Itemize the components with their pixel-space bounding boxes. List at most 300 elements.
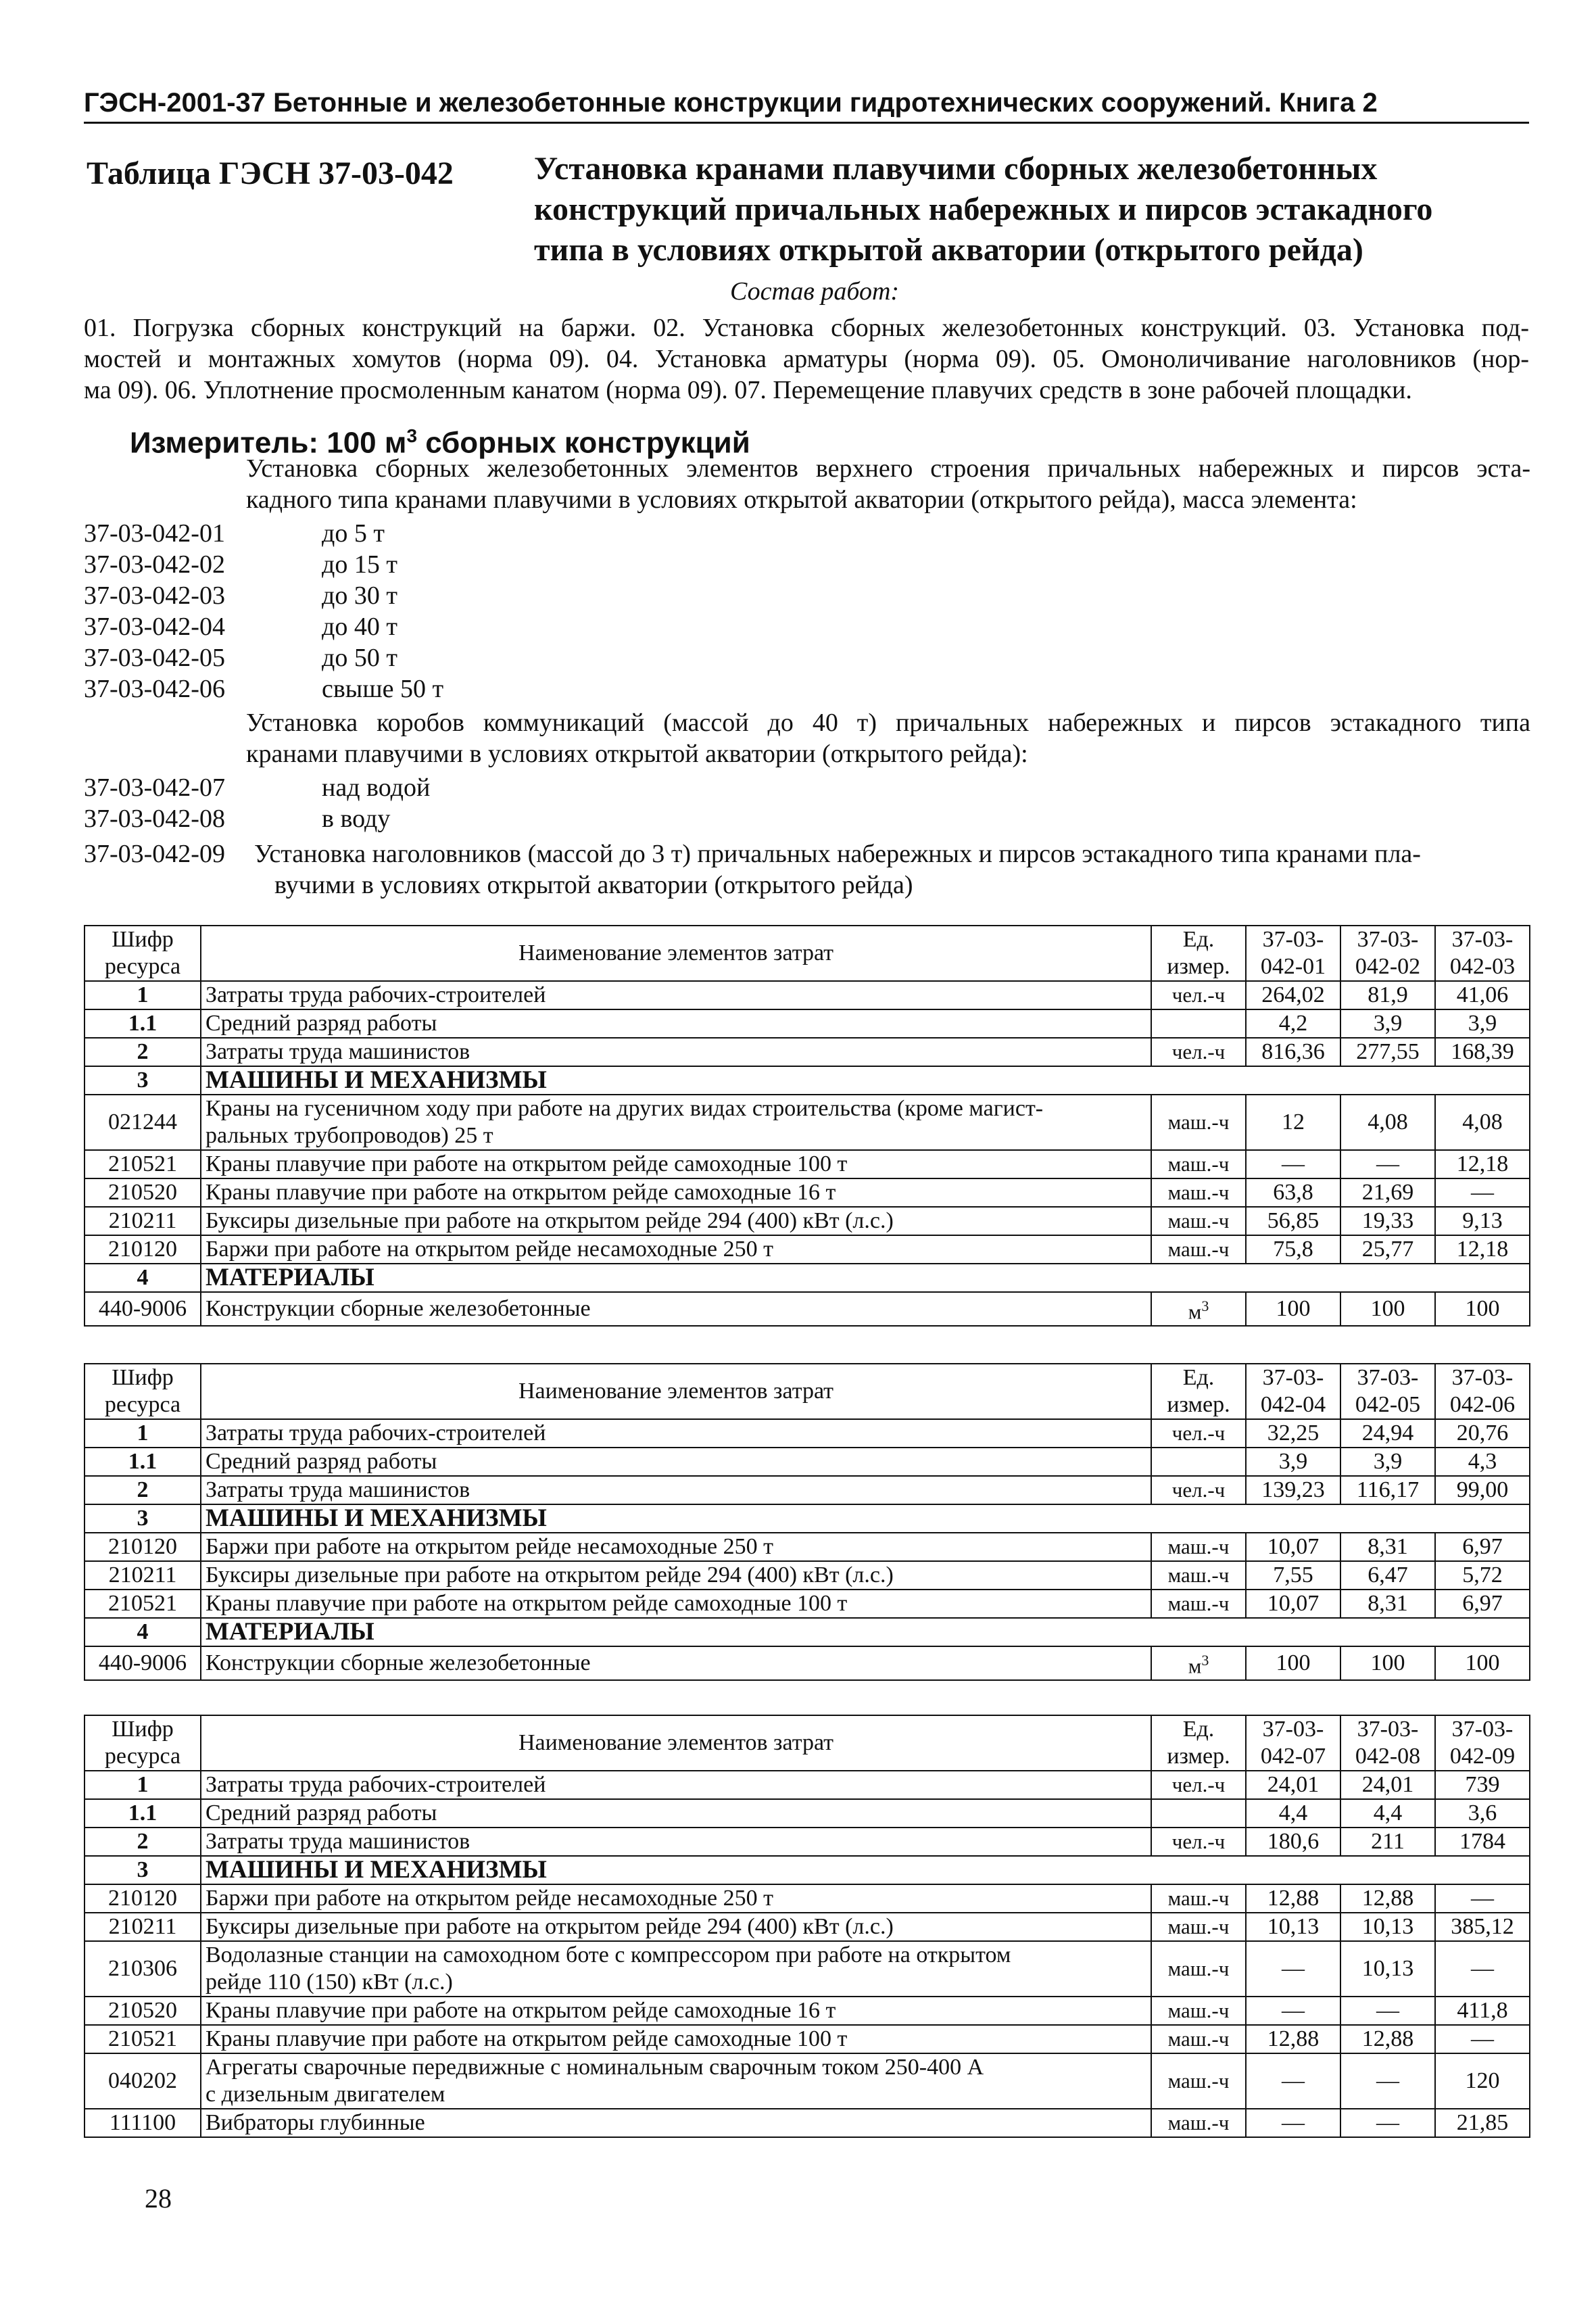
resource-name-line: Затраты труда рабочих-строителей	[205, 1421, 546, 1446]
resource-code: 4	[84, 1264, 201, 1292]
header-unit	[1151, 1364, 1246, 1419]
header-norm-suffix: 042-07	[1260, 1744, 1326, 1769]
resource-name	[201, 1799, 1151, 1828]
table-row	[84, 1235, 1530, 1264]
resource-name-line: Буксиры дизельные при работе на открытом рейде 294 (400) кВт (л.с.)	[205, 1208, 894, 1233]
resource-name	[201, 1590, 1151, 1618]
unit-text: маш.-ч	[1167, 1237, 1230, 1261]
header-norm-prefix: 37-03-	[1451, 927, 1514, 952]
resource-value: 100	[1340, 1646, 1435, 1680]
resource-name	[201, 1561, 1151, 1590]
resource-name-line: Затраты труда машинистов	[205, 1039, 470, 1064]
resource-name	[201, 1095, 1151, 1150]
resource-value: —	[1246, 2053, 1340, 2109]
header-norm-column	[1246, 1364, 1340, 1419]
unit-text: маш.-ч	[1167, 1209, 1230, 1233]
title-line: Установка кранами плавучими сборных железобетонных	[534, 151, 1378, 187]
table-row	[84, 1009, 1530, 1038]
resource-name-line: с дизельным двигателем	[205, 2082, 445, 2107]
section-title: МАТЕРИАЛЫ	[201, 1618, 1530, 1646]
norm-text: в воду	[322, 805, 391, 833]
header-norm-column	[1435, 926, 1530, 981]
resource-name-line: Агрегаты сварочные передвижные с номинальным сварочным током 250-400 А	[205, 2055, 984, 2080]
resource-name	[201, 1913, 1151, 1941]
resource-code: 040202	[84, 2053, 201, 2109]
resource-name	[201, 2053, 1151, 2109]
header-code-l2: ресурса	[104, 1744, 181, 1769]
resource-value: 21,69	[1340, 1178, 1435, 1207]
resource-value: 168,39	[1435, 1038, 1530, 1066]
resource-unit	[1151, 1038, 1246, 1066]
resource-value: —	[1435, 1178, 1530, 1207]
resource-value: —	[1246, 1941, 1340, 1997]
table-header-row	[84, 926, 1530, 981]
resource-name	[201, 1009, 1151, 1038]
resource-name	[201, 1419, 1151, 1448]
resource-value: 3,9	[1435, 1009, 1530, 1038]
resource-name-line: Краны плавучие при работе на открытом рейде самоходные 16 т	[205, 1998, 836, 2023]
header-norm-column	[1340, 1715, 1435, 1771]
resource-value: 139,23	[1246, 1476, 1340, 1504]
resource-name-line: Краны плавучие при работе на открытом рейде самоходные 16 т	[205, 1180, 836, 1205]
resource-value: 19,33	[1340, 1207, 1435, 1235]
header-unit-l1: Ед.	[1182, 1717, 1215, 1742]
resource-name	[201, 1771, 1151, 1799]
intro-line: кранами плавучими в условиях открытой акватории (открытого рейда):	[246, 740, 1028, 768]
norm-text: вучими в условиях открытой акватории (открытого рейда)	[274, 871, 913, 899]
resource-table	[84, 1363, 1530, 1681]
norm-code: 37-03-042-08	[84, 805, 225, 833]
unit-text: маш.-ч	[1167, 2069, 1230, 2093]
header-norm-column	[1340, 1364, 1435, 1419]
header-name: Наименование элементов затрат	[201, 1364, 1151, 1419]
header-code-l1: Шифр	[112, 1365, 174, 1390]
section-row	[84, 1618, 1530, 1646]
resource-name-line: Конструкции сборные железобетонные	[205, 1650, 591, 1676]
norm-code: 37-03-042-09	[84, 840, 225, 868]
unit-text: чел.-ч	[1171, 1773, 1226, 1796]
resource-value: —	[1340, 1150, 1435, 1178]
unit-text: чел.-ч	[1171, 1830, 1226, 1853]
resource-code: 1.1	[84, 1799, 201, 1828]
resource-value: 5,72	[1435, 1561, 1530, 1590]
resource-unit	[1151, 2109, 1246, 2137]
resource-value: 9,13	[1435, 1207, 1530, 1235]
resource-name-line: ральных трубопроводов) 25 т	[205, 1123, 493, 1148]
resource-name	[201, 1207, 1151, 1235]
resource-name-line: Водолазные станции на самоходном боте с компрессором при работе на открытом	[205, 1942, 1011, 1967]
norm-code: 37-03-042-06	[84, 675, 225, 703]
header-norm-prefix: 37-03-	[1451, 1365, 1514, 1390]
resource-code: 1	[84, 1419, 201, 1448]
resource-unit	[1151, 1009, 1246, 1038]
unit-text: маш.-ч	[1167, 1957, 1230, 1980]
resource-unit	[1151, 1095, 1246, 1150]
resource-unit	[1151, 1448, 1246, 1476]
resource-code: 210521	[84, 1590, 201, 1618]
header-code-l2: ресурса	[104, 954, 181, 979]
header-norm-column	[1246, 1715, 1340, 1771]
resource-value: 4,08	[1340, 1095, 1435, 1150]
resource-name	[201, 1178, 1151, 1207]
table-row	[84, 981, 1530, 1009]
resource-value: 100	[1340, 1292, 1435, 1326]
header-name: Наименование элементов затрат	[201, 926, 1151, 981]
norm-code: 37-03-042-02	[84, 550, 225, 579]
resource-value: —	[1246, 1150, 1340, 1178]
header-norm-prefix: 37-03-	[1262, 1365, 1324, 1390]
resource-value: 211	[1340, 1828, 1435, 1856]
resource-unit	[1151, 1419, 1246, 1448]
table-row	[84, 1913, 1530, 1941]
table-row	[84, 2109, 1530, 2137]
norm-code: 37-03-042-05	[84, 644, 225, 672]
table-row	[84, 1533, 1530, 1561]
resource-unit	[1151, 1590, 1246, 1618]
header-norm-prefix: 37-03-	[1451, 1717, 1514, 1742]
resource-name	[201, 2109, 1151, 2137]
resource-value: 6,47	[1340, 1561, 1435, 1590]
resource-value: 4,3	[1435, 1448, 1530, 1476]
header-norm-column	[1435, 1715, 1530, 1771]
header-unit-l1: Ед.	[1182, 927, 1215, 952]
resource-name	[201, 1476, 1151, 1504]
table-row	[84, 1476, 1530, 1504]
resource-code: 1	[84, 1771, 201, 1799]
resource-code: 021244	[84, 1095, 201, 1150]
resource-unit	[1151, 1771, 1246, 1799]
resource-name-line: Баржи при работе на открытом рейде несамоходные 250 т	[205, 1237, 774, 1262]
header-unit-l2: измер.	[1167, 1392, 1230, 1417]
resource-name	[201, 1997, 1151, 2025]
resource-code: 4	[84, 1618, 201, 1646]
norm-code: 37-03-042-04	[84, 613, 225, 641]
resource-code: 3	[84, 1066, 201, 1095]
resource-name	[201, 2025, 1151, 2053]
header-unit	[1151, 1715, 1246, 1771]
unit-text: маш.-ч	[1167, 1915, 1230, 1938]
unit-text: маш.-ч	[1167, 1563, 1230, 1587]
section-row	[84, 1856, 1530, 1884]
resource-name-line: Вибраторы глубинные	[205, 2110, 425, 2135]
resource-value: 10,07	[1246, 1533, 1340, 1561]
page-number: 28	[145, 2183, 172, 2214]
measure-prefix: Измеритель: 100 м	[130, 426, 407, 460]
resource-name	[201, 1646, 1151, 1680]
table-row	[84, 1178, 1530, 1207]
resource-code: 210211	[84, 1207, 201, 1235]
resource-value: 12,18	[1435, 1235, 1530, 1264]
norm-text: до 50 т	[322, 644, 397, 672]
resource-code: 440-9006	[84, 1646, 201, 1680]
measure-sup: 3	[406, 425, 418, 446]
table-row	[84, 1038, 1530, 1066]
resource-value: 24,01	[1246, 1771, 1340, 1799]
unit-text: чел.-ч	[1171, 1421, 1226, 1445]
resource-name	[201, 1828, 1151, 1856]
table-row	[84, 1150, 1530, 1178]
resource-table	[84, 925, 1530, 1327]
resource-name-line: Средний разряд работы	[205, 1011, 437, 1036]
header-norm-prefix: 37-03-	[1357, 1365, 1419, 1390]
resource-value: 4,4	[1340, 1799, 1435, 1828]
intro-boxes	[246, 707, 1530, 769]
resource-code: 210521	[84, 1150, 201, 1178]
table-row	[84, 1771, 1530, 1799]
resource-unit	[1151, 1646, 1246, 1680]
resource-unit	[1151, 981, 1246, 1009]
resource-code: 210520	[84, 1997, 201, 2025]
norm-text: над водой	[322, 773, 431, 802]
resource-unit	[1151, 1178, 1246, 1207]
work-composition-label: Состав работ:	[730, 277, 900, 306]
intro-line: Установка сборных железобетонных элементов верхнего строения причальных набережных и пирсов эста-	[246, 454, 1530, 483]
resource-code: 210306	[84, 1941, 201, 1997]
resource-name	[201, 1235, 1151, 1264]
resource-code: 1.1	[84, 1448, 201, 1476]
title-line: конструкций причальных набережных и пирсов эстакадного	[534, 191, 1433, 227]
resource-unit	[1151, 1828, 1246, 1856]
resource-code: 210120	[84, 1884, 201, 1913]
resource-name-line: Краны плавучие при работе на открытом рейде самоходные 100 т	[205, 1591, 848, 1616]
resource-name-line: Затраты труда рабочих-строителей	[205, 1772, 546, 1797]
resource-value: 264,02	[1246, 981, 1340, 1009]
section-title: МАШИНЫ И МЕХАНИЗМЫ	[201, 1066, 1530, 1095]
resource-code: 440-9006	[84, 1292, 201, 1326]
table-row	[84, 1419, 1530, 1448]
intro-line: кадного типа кранами плавучими в условиях открытой акватории (открытого рейда), масса элемента:	[246, 485, 1357, 514]
header-norm-suffix: 042-04	[1260, 1392, 1326, 1417]
resource-name-line: Краны плавучие при работе на открытом рейде самоходные 100 т	[205, 2026, 848, 2051]
header-norm-prefix: 37-03-	[1262, 927, 1324, 952]
resource-value: 20,76	[1435, 1419, 1530, 1448]
resource-unit	[1151, 2053, 1246, 2109]
unit-text: маш.-ч	[1167, 2111, 1230, 2134]
table-row	[84, 2053, 1530, 2109]
norm-code: 37-03-042-07	[84, 773, 225, 802]
resource-name-line: Средний разряд работы	[205, 1800, 437, 1825]
resource-value: 3,9	[1340, 1009, 1435, 1038]
table-row	[84, 2025, 1530, 2053]
resource-name-line: рейде 110 (150) кВт (л.с.)	[205, 1970, 453, 1995]
resource-value: 4,4	[1246, 1799, 1340, 1828]
resource-code: 111100	[84, 2109, 201, 2137]
table-row	[84, 1095, 1530, 1150]
resource-value: 24,01	[1340, 1771, 1435, 1799]
resource-name	[201, 1884, 1151, 1913]
resource-name	[201, 981, 1151, 1009]
section-row	[84, 1504, 1530, 1533]
resource-name-line: Затраты труда машинистов	[205, 1477, 470, 1502]
table-row	[84, 1561, 1530, 1590]
intro-line: Установка коробов коммуникаций (массой до 40 т) причальных набережных и пирсов эстакадного типа	[246, 709, 1530, 737]
table-row	[84, 1799, 1530, 1828]
resource-unit	[1151, 1913, 1246, 1941]
unit-text: маш.-ч	[1167, 2027, 1230, 2051]
norm-code: 37-03-042-03	[84, 581, 225, 610]
resource-name-line: Баржи при работе на открытом рейде несамоходные 250 т	[205, 1534, 774, 1559]
section-title: МАШИНЫ И МЕХАНИЗМЫ	[201, 1504, 1530, 1533]
works-line: мостей и монтажных хомутов (норма 09). 04. Установка арматуры (норма 09). 05. Омоноличивание наголовников (нор-	[84, 345, 1529, 373]
resource-code: 3	[84, 1856, 201, 1884]
header-unit-l2: измер.	[1167, 1744, 1230, 1769]
resource-name-line: Краны на гусеничном ходу при работе на других видах строительства (кроме магист-	[205, 1096, 1044, 1121]
table-row	[84, 1292, 1530, 1326]
table-row	[84, 1590, 1530, 1618]
resource-value: 10,13	[1340, 1913, 1435, 1941]
resource-value: 12,88	[1340, 2025, 1435, 2053]
table-label: Таблица ГЭСН 37-03-042	[87, 156, 454, 191]
resource-value: 120	[1435, 2053, 1530, 2109]
header-norm-suffix: 042-02	[1355, 954, 1421, 979]
resource-value: 10,13	[1340, 1941, 1435, 1997]
resource-value: 739	[1435, 1771, 1530, 1799]
resource-value: 10,07	[1246, 1590, 1340, 1618]
resource-name-line: Средний разряд работы	[205, 1449, 437, 1474]
resource-value: 4,08	[1435, 1095, 1530, 1150]
resource-name	[201, 1941, 1151, 1997]
header-norm-prefix: 37-03-	[1357, 927, 1419, 952]
unit-text: маш.-ч	[1167, 1592, 1230, 1615]
resource-unit	[1151, 1235, 1246, 1264]
resource-value: 100	[1246, 1292, 1340, 1326]
header-unit	[1151, 926, 1246, 981]
resource-value: —	[1340, 2053, 1435, 2109]
resource-value: 100	[1435, 1292, 1530, 1326]
header-norm-prefix: 37-03-	[1357, 1717, 1419, 1742]
header-norm-column	[1435, 1364, 1530, 1419]
resource-value: 3,9	[1246, 1448, 1340, 1476]
norm-text: Установка наголовников (массой до 3 т) причальных набережных и пирсов эстакадного типа кранами пла-	[254, 840, 1421, 868]
header-code	[84, 1364, 201, 1419]
unit-sup: 3	[1201, 1652, 1209, 1669]
resource-value: 8,31	[1340, 1533, 1435, 1561]
header-norm-prefix: 37-03-	[1262, 1717, 1324, 1742]
header-norm-suffix: 042-03	[1449, 954, 1516, 979]
resource-name-line: Баржи при работе на открытом рейде несамоходные 250 т	[205, 1886, 774, 1911]
work-composition-text	[84, 312, 1529, 406]
resource-value: —	[1435, 1884, 1530, 1913]
resource-value: 63,8	[1246, 1178, 1340, 1207]
resource-unit	[1151, 1884, 1246, 1913]
resource-unit	[1151, 1799, 1246, 1828]
resource-name-line: Затраты труда машинистов	[205, 1829, 470, 1854]
unit-text: маш.-ч	[1167, 1152, 1230, 1176]
resource-value: 277,55	[1340, 1038, 1435, 1066]
section-row	[84, 1066, 1530, 1095]
resource-name	[201, 1533, 1151, 1561]
header-norm-suffix: 042-06	[1449, 1392, 1516, 1417]
resource-value: 411,8	[1435, 1997, 1530, 2025]
unit-text: чел.-ч	[1171, 1478, 1226, 1502]
resource-value: 6,97	[1435, 1590, 1530, 1618]
resource-unit	[1151, 2025, 1246, 2053]
unit-text: м	[1188, 1654, 1202, 1678]
resource-name-line: Затраты труда рабочих-строителей	[205, 982, 546, 1007]
resource-value: 12,88	[1246, 1884, 1340, 1913]
resource-value: 12,88	[1246, 2025, 1340, 2053]
resource-value: 180,6	[1246, 1828, 1340, 1856]
unit-text: маш.-ч	[1167, 1999, 1230, 2022]
resource-code: 2	[84, 1476, 201, 1504]
norm-code: 37-03-042-01	[84, 519, 225, 548]
title-line: типа в условиях открытой акватории (открытого рейда)	[534, 232, 1363, 268]
resource-code: 2	[84, 1038, 201, 1066]
resource-name-line: Краны плавучие при работе на открытом рейде самоходные 100 т	[205, 1151, 848, 1176]
section-row	[84, 1264, 1530, 1292]
resource-value: 21,85	[1435, 2109, 1530, 2137]
resource-value: 816,36	[1246, 1038, 1340, 1066]
resource-value: —	[1435, 1941, 1530, 1997]
unit-text: маш.-ч	[1167, 1535, 1230, 1558]
resource-unit	[1151, 1150, 1246, 1178]
resource-value: 116,17	[1340, 1476, 1435, 1504]
unit-text: чел.-ч	[1171, 983, 1226, 1007]
header-unit-l2: измер.	[1167, 954, 1230, 979]
resource-unit	[1151, 1941, 1246, 1997]
resource-code: 2	[84, 1828, 201, 1856]
resource-code: 210211	[84, 1913, 201, 1941]
unit-sup: 3	[1201, 1297, 1209, 1314]
header-norm-suffix: 042-08	[1355, 1744, 1421, 1769]
resource-value: —	[1435, 2025, 1530, 2053]
resource-code: 3	[84, 1504, 201, 1533]
norm-text: до 15 т	[322, 550, 397, 579]
header-code-l1: Шифр	[112, 927, 174, 952]
resource-code: 210120	[84, 1533, 201, 1561]
norm-text: до 5 т	[322, 519, 385, 548]
resource-code: 1.1	[84, 1009, 201, 1038]
resource-value: 1784	[1435, 1828, 1530, 1856]
header-unit-l1: Ед.	[1182, 1365, 1215, 1390]
works-line: ма 09). 06. Уплотнение просмоленным канатом (норма 09). 07. Перемещение плавучих средств в зоне рабочей площадки.	[84, 376, 1412, 404]
header-code-l2: ресурса	[104, 1392, 181, 1417]
resource-value: 4,2	[1246, 1009, 1340, 1038]
header-code	[84, 1715, 201, 1771]
resource-code: 210520	[84, 1178, 201, 1207]
intro-elements	[246, 453, 1530, 515]
header-norm-suffix: 042-09	[1449, 1744, 1516, 1769]
resource-unit	[1151, 1997, 1246, 2025]
resource-unit	[1151, 1476, 1246, 1504]
resource-value: 24,94	[1340, 1419, 1435, 1448]
resource-value: 32,25	[1246, 1419, 1340, 1448]
table-title	[534, 149, 1548, 270]
resource-name	[201, 1448, 1151, 1476]
table-row	[84, 1448, 1530, 1476]
resource-value: 25,77	[1340, 1235, 1435, 1264]
resource-code: 210211	[84, 1561, 201, 1590]
header-norm-column	[1246, 926, 1340, 981]
resource-value: 12,88	[1340, 1884, 1435, 1913]
header-norm-column	[1340, 926, 1435, 981]
table-row	[84, 1884, 1530, 1913]
resource-value: 385,12	[1435, 1913, 1530, 1941]
resource-value: 100	[1246, 1646, 1340, 1680]
resource-unit	[1151, 1533, 1246, 1561]
table-row	[84, 1828, 1530, 1856]
header-norm-suffix: 042-05	[1355, 1392, 1421, 1417]
resource-value: 12	[1246, 1095, 1340, 1150]
resource-value: —	[1246, 2109, 1340, 2137]
resource-value: 75,8	[1246, 1235, 1340, 1264]
unit-text: маш.-ч	[1167, 1180, 1230, 1204]
resource-value: 3,9	[1340, 1448, 1435, 1476]
table-header-row	[84, 1715, 1530, 1771]
norm-text: до 40 т	[322, 613, 397, 641]
resource-value: 12,18	[1435, 1150, 1530, 1178]
table-header-row	[84, 1364, 1530, 1419]
